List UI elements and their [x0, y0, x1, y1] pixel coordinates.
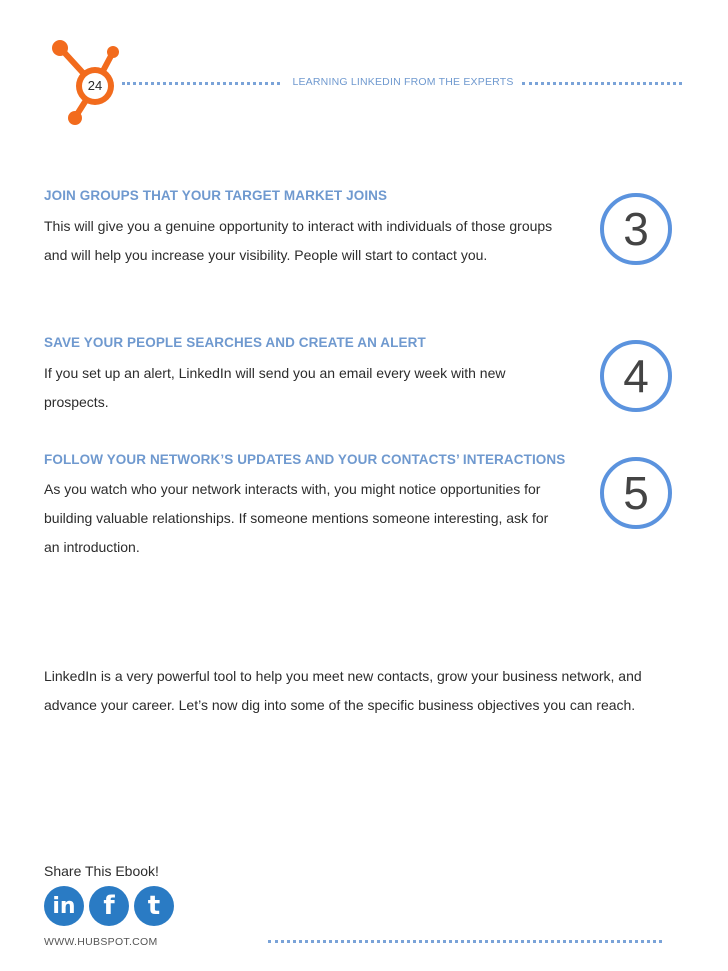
- step-number-circle: [600, 457, 672, 529]
- linkedin-icon[interactable]: [44, 886, 84, 926]
- twitter-icon-glyph: t: [147, 891, 161, 921]
- step-number-circle: [600, 340, 672, 412]
- step-number-circle: [600, 193, 672, 265]
- section-body: As you watch who your network interacts with, you might notice opportunities for building valuable relationships. If someone mentions someone interesting, ask for an introduction.: [44, 481, 549, 555]
- facebook-icon[interactable]: [89, 886, 129, 926]
- section-heading: FOLLOW YOUR NETWORK’S UPDATES AND YOUR CONTACTS’ INTERACTIONS: [44, 452, 566, 467]
- footer-url[interactable]: WWW.HUBSPOT.COM: [44, 936, 158, 948]
- header-title: LEARNING LINKEDIN FROM THE EXPERTS: [292, 76, 514, 88]
- step-number: 5: [623, 467, 649, 519]
- section-body: If you set up an alert, LinkedIn will send you an email every week with new prospects.: [44, 365, 506, 410]
- step-number: 4: [623, 350, 649, 402]
- facebook-icon-glyph: f: [103, 891, 115, 921]
- header-divider-left: [122, 82, 280, 85]
- section-heading: SAVE YOUR PEOPLE SEARCHES AND CREATE AN ALERT: [44, 335, 426, 350]
- closing-paragraph: LinkedIn is a very powerful tool to help you meet new contacts, grow your business network, and advance your career. Let’s now dig into some of the specific business objectives you can reach.: [44, 668, 642, 713]
- step-number: 3: [623, 203, 649, 255]
- header-divider-right: [522, 82, 682, 85]
- footer-divider: [268, 940, 662, 943]
- linkedin-icon-glyph: in: [52, 893, 76, 919]
- twitter-icon[interactable]: [134, 886, 174, 926]
- section-body: This will give you a genuine opportunity to interact with individuals of those groups and will help you increase your visibility. People will start to contact you.: [44, 218, 553, 263]
- page-number: 24: [87, 78, 103, 93]
- share-label: Share This Ebook!: [44, 863, 159, 879]
- section-heading: JOIN GROUPS THAT YOUR TARGET MARKET JOINS: [44, 188, 388, 203]
